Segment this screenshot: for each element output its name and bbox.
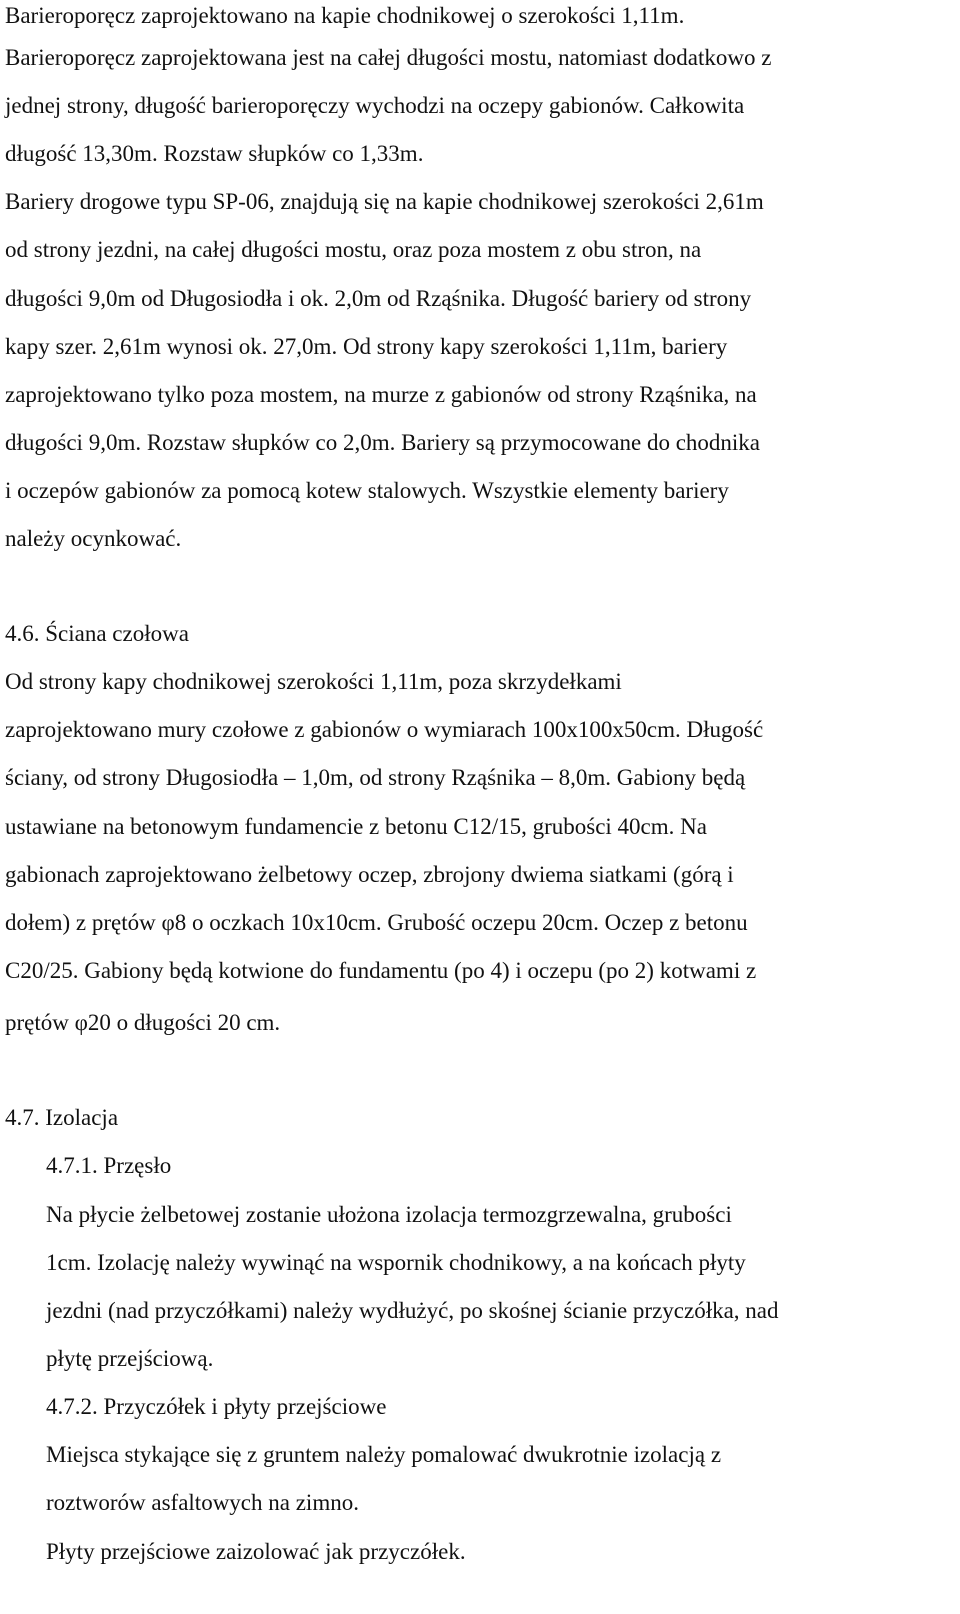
text-line: zaprojektowano tylko poza mostem, na murze z gabionów od strony Rząśnika, na <box>5 382 757 407</box>
text-line: Miejsca stykające się z gruntem należy pomalować dwukrotnie izolacją z <box>46 1442 722 1467</box>
text-line: Płyty przejściowe zaizolować jak przyczółek. <box>46 1539 466 1564</box>
text-line: kapy szer. 2,61m wynosi ok. 27,0m. Od strony kapy szerokości 1,11m, bariery <box>5 334 728 359</box>
text-line: jednej strony, długość barieroporęczy wychodzi na oczepy gabionów. Całkowita <box>5 93 745 118</box>
text-line: długości 9,0m. Rozstaw słupków co 2,0m. Bariery są przymocowane do chodnika <box>5 430 761 455</box>
text-line: i oczepów gabionów za pomocą kotew stalowych. Wszystkie elementy bariery <box>5 478 729 503</box>
text-line: roztworów asfaltowych na zimno. <box>46 1490 359 1515</box>
subsection-heading: 4.7.1. Przęsło <box>46 1153 172 1178</box>
section-heading: 4.7. Izolacja <box>5 1105 119 1130</box>
text-line: ściany, od strony Długosiodła – 1,0m, od strony Rząśnika – 8,0m. Gabiony będą <box>5 765 746 790</box>
text-line: prętów φ20 o długości 20 cm. <box>5 1010 281 1035</box>
text-line: zaprojektowano mury czołowe z gabionów o wymiarach 100x100x50cm. Długość <box>5 717 764 742</box>
text-line: od strony jezdni, na całej długości mostu, oraz poza mostem z obu stron, na <box>5 237 702 262</box>
text-line: Na płycie żelbetowej zostanie ułożona izolacja termozgrzewalna, grubości <box>46 1202 732 1227</box>
text-line: 1cm. Izolację należy wywinąć na wspornik chodnikowy, a na końcach płyty <box>46 1250 746 1275</box>
section-heading: 4.6. Ściana czołowa <box>5 621 189 646</box>
text-line: ustawiane na betonowym fundamencie z betonu C12/15, grubości 40cm. Na <box>5 814 707 839</box>
text-line: Od strony kapy chodnikowej szerokości 1,11m, poza skrzydełkami <box>5 669 622 694</box>
text-line: Barieroporęcz zaprojektowana jest na całej długości mostu, natomiast dodatkowo z <box>5 45 772 70</box>
text-line: płytę przejściową. <box>46 1346 214 1371</box>
text-line: jezdni (nad przyczółkami) należy wydłużyć, po skośnej ścianie przyczółka, nad <box>46 1298 779 1323</box>
text-line: dołem) z prętów φ8 o oczkach 10x10cm. Grubość oczepu 20cm. Oczep z betonu <box>5 910 748 935</box>
text-line: należy ocynkować. <box>5 526 182 551</box>
text-line: C20/25. Gabiony będą kotwione do fundamentu (po 4) i oczepu (po 2) kotwami z <box>5 958 757 983</box>
text-line: Bariery drogowe typu SP-06, znajdują się na kapie chodnikowej szerokości 2,61m <box>5 189 764 214</box>
subsection-heading: 4.7.2. Przyczółek i płyty przejściowe <box>46 1394 387 1419</box>
text-line: gabionach zaprojektowano żelbetowy oczep, zbrojony dwiema siatkami (górą i <box>5 862 734 887</box>
text-line: Barieroporęcz zaprojektowano na kapie chodnikowej o szerokości 1,11m. <box>5 3 685 28</box>
text-line: długości 9,0m od Długosiodła i ok. 2,0m od Rząśnika. Długość bariery od strony <box>5 286 752 311</box>
text-line: długość 13,30m. Rozstaw słupków co 1,33m. <box>5 141 424 166</box>
